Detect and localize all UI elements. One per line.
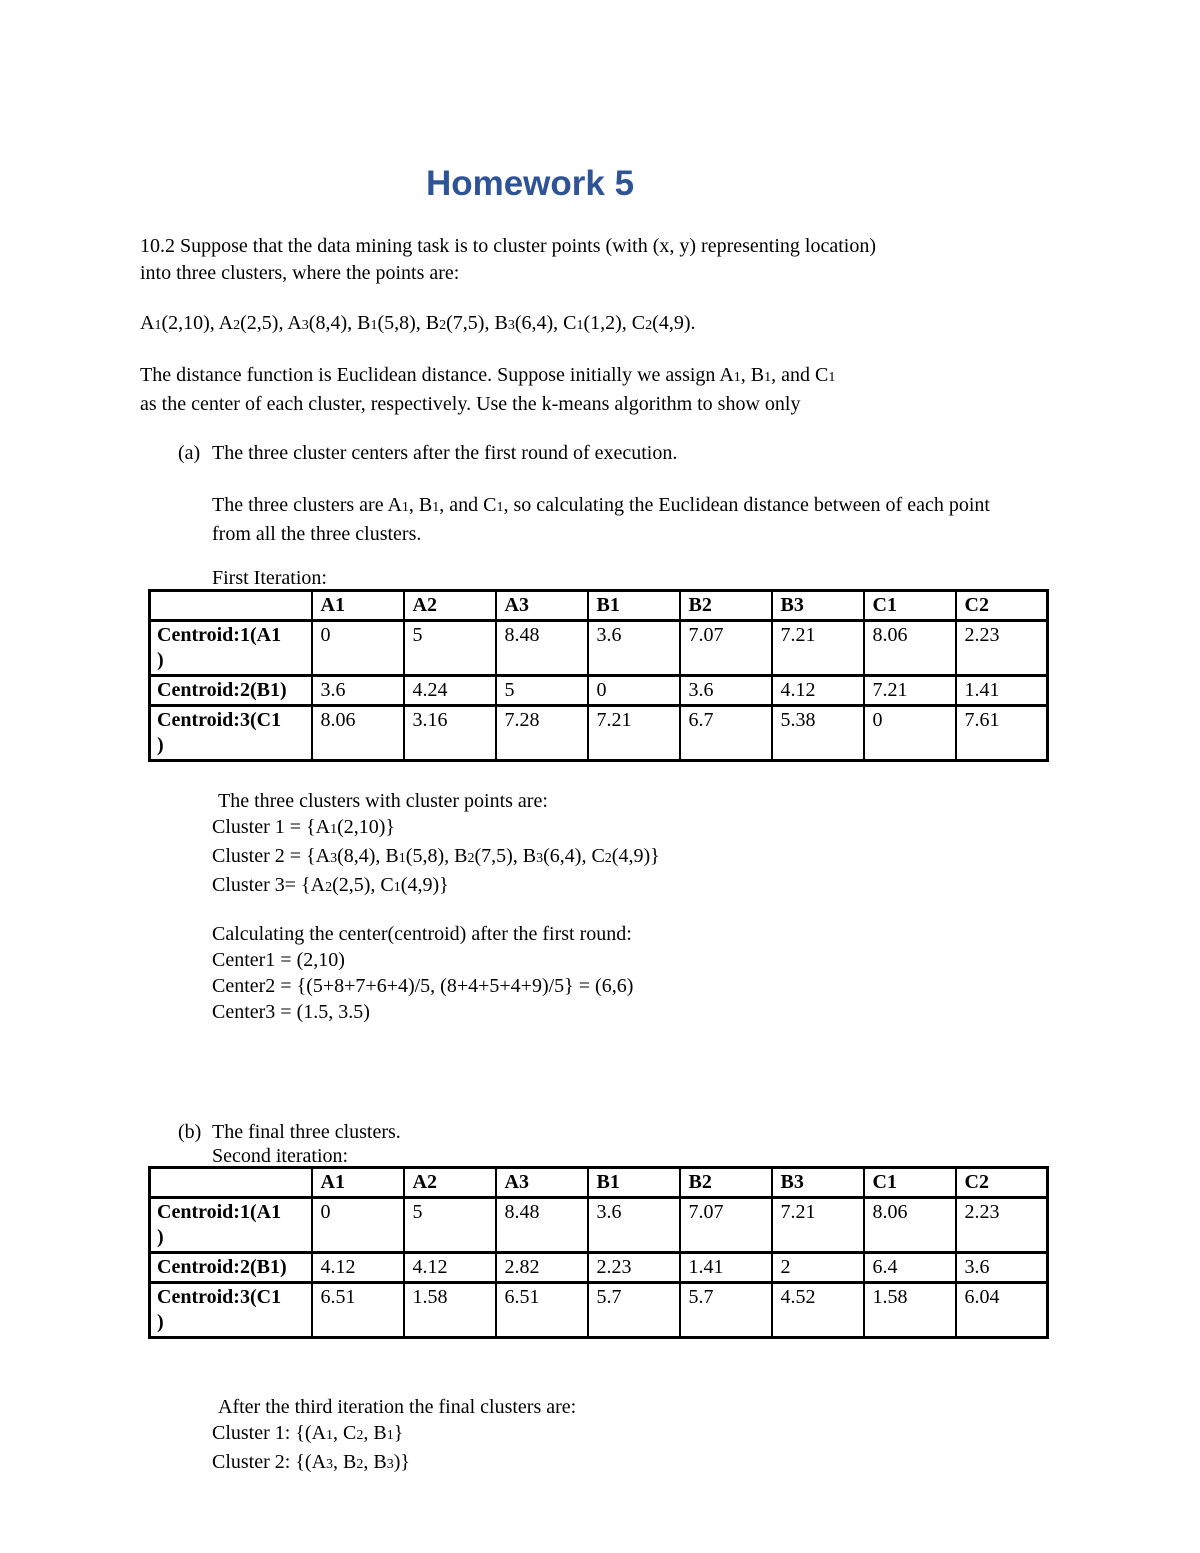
table-header-row: [150, 1168, 1048, 1198]
cell: 7.07: [680, 621, 772, 676]
cell: 2.23: [956, 621, 1048, 676]
cell: 3.16: [404, 706, 496, 761]
cell: 8.48: [496, 1198, 588, 1253]
part-a-heading: The three cluster centers after the first round of execution.: [212, 442, 678, 464]
cell: 5.38: [772, 706, 864, 761]
distance-line-1: The distance function is Euclidean distance. Suppose initially we assign A1, B1, and C1: [140, 364, 836, 386]
cluster-line: Cluster 1 = {A1(2,10)}: [212, 816, 396, 838]
points-list: A1(2,10), A2(2,5), A3(8,4), B1(5,8), B2(7,5), B3(6,4), C1(1,2), C2(4,9).: [140, 312, 696, 334]
column-header: B1: [588, 591, 680, 621]
row-label: Centroid:3(C1 ): [150, 706, 312, 761]
cell: 5: [404, 621, 496, 676]
column-header: B2: [680, 1168, 772, 1198]
document-title: Homework 5: [425, 164, 635, 203]
cell: 7.61: [956, 706, 1048, 761]
row-label: Centroid:2(B1): [150, 1253, 312, 1283]
column-header: C2: [956, 591, 1048, 621]
part-a-marker: (a): [178, 442, 201, 464]
cell: 7.21: [772, 1198, 864, 1253]
column-header: C2: [956, 1168, 1048, 1198]
cell: 0: [864, 706, 956, 761]
column-header: A2: [404, 1168, 496, 1198]
part-a-desc-line-1: The three clusters are A1, B1, and C1, so calculating the Euclidean distance between of each point: [212, 494, 990, 516]
centroid-heading: Calculating the center(centroid) after the first round:: [212, 923, 632, 945]
final-heading: After the third iteration the final clusters are:: [218, 1396, 577, 1418]
cell: 8.06: [312, 706, 404, 761]
part-b-marker: (b): [178, 1121, 202, 1143]
center-line: Center3 = (1.5, 3.5): [212, 1001, 370, 1023]
column-header: A1: [312, 591, 404, 621]
clusters-heading: The three clusters with cluster points are:: [218, 790, 548, 812]
cell: 6.7: [680, 706, 772, 761]
cell: 8.06: [864, 621, 956, 676]
cell: 7.21: [864, 676, 956, 706]
cell: 6.4: [864, 1253, 956, 1283]
cell: 5: [496, 676, 588, 706]
document-body: [0, 233, 1200, 1478]
table-row: [150, 706, 1048, 761]
table-row: [150, 1253, 1048, 1283]
cell: 4.52: [772, 1283, 864, 1338]
row-label: Centroid:1(A1 ): [150, 621, 312, 676]
corner-cell: [150, 591, 312, 621]
column-header: C1: [864, 1168, 956, 1198]
row-label: Centroid:3(C1 ): [150, 1283, 312, 1338]
part-b-heading: The final three clusters.: [212, 1121, 401, 1143]
cell: 3.6: [588, 621, 680, 676]
cell: 3.6: [312, 676, 404, 706]
column-header: A1: [312, 1168, 404, 1198]
final-cluster-line: Cluster 2: {(A3, B2, B3)}: [212, 1451, 410, 1473]
cluster-line: Cluster 3= {A2(2,5), C1(4,9)}: [212, 874, 449, 896]
second-iteration-table: [148, 1166, 1049, 1339]
cell: 7.07: [680, 1198, 772, 1253]
column-header: B2: [680, 591, 772, 621]
part-a-description: [212, 492, 1180, 548]
second-iteration-caption: Second iteration:: [212, 1145, 349, 1167]
intro-line-2: into three clusters, where the points are:: [140, 262, 460, 284]
cell: 8.06: [864, 1198, 956, 1253]
part-a-item: [178, 440, 1180, 467]
cell: 7.21: [772, 621, 864, 676]
cell: 4.12: [772, 676, 864, 706]
center-line: Center1 = (2,10): [212, 949, 345, 971]
cell: 5: [404, 1198, 496, 1253]
table-row: [150, 1198, 1048, 1253]
cell: 6.04: [956, 1283, 1048, 1338]
cell: 2.82: [496, 1253, 588, 1283]
row-label: Centroid:2(B1): [150, 676, 312, 706]
cell: 2.23: [588, 1253, 680, 1283]
cell: 5.7: [680, 1283, 772, 1338]
intro-paragraph: [140, 233, 1180, 287]
cell: 1.41: [680, 1253, 772, 1283]
cell: 4.12: [404, 1253, 496, 1283]
table-row: [150, 1283, 1048, 1338]
cell: 2.23: [956, 1198, 1048, 1253]
cell: 4.24: [404, 676, 496, 706]
first-iteration-table: [148, 589, 1049, 762]
cell: 3.6: [680, 676, 772, 706]
center-line: Center2 = {(5+8+7+6+4)/5, (8+4+5+4+9)/5} = (6,6): [212, 975, 634, 997]
cell: 8.48: [496, 621, 588, 676]
first-iteration-caption: First Iteration:: [212, 567, 327, 589]
cell: 1.58: [404, 1283, 496, 1338]
cell: 2: [772, 1253, 864, 1283]
corner-cell: [150, 1168, 312, 1198]
cell: 0: [312, 621, 404, 676]
cell: 1.41: [956, 676, 1048, 706]
cluster-line: Cluster 2 = {A3(8,4), B1(5,8), B2(7,5), B3(6,4), C2(4,9)}: [212, 845, 660, 867]
column-header: B1: [588, 1168, 680, 1198]
table-row: [150, 676, 1048, 706]
cell: 3.6: [956, 1253, 1048, 1283]
column-header: B3: [772, 1168, 864, 1198]
column-header: C1: [864, 591, 956, 621]
intro-line-1: 10.2 Suppose that the data mining task is to cluster points (with (x, y) representing location): [140, 235, 876, 257]
cell: 4.12: [312, 1253, 404, 1283]
table-header-row: [150, 591, 1048, 621]
cell: 1.58: [864, 1283, 956, 1338]
column-header: A3: [496, 591, 588, 621]
part-a-desc-line-2: from all the three clusters.: [212, 523, 422, 545]
cell: 6.51: [496, 1283, 588, 1338]
cell: 7.28: [496, 706, 588, 761]
column-header: B3: [772, 591, 864, 621]
cell: 0: [312, 1198, 404, 1253]
row-label: Centroid:1(A1 ): [150, 1198, 312, 1253]
distance-line-2: as the center of each cluster, respectively. Use the k-means algorithm to show only: [140, 393, 801, 415]
cell: 7.21: [588, 706, 680, 761]
cell: 6.51: [312, 1283, 404, 1338]
cell: 5.7: [588, 1283, 680, 1338]
cell: 3.6: [588, 1198, 680, 1253]
column-header: A3: [496, 1168, 588, 1198]
table-row: [150, 621, 1048, 676]
part-b-item: [178, 1119, 1180, 1146]
cell: 0: [588, 676, 680, 706]
column-header: A2: [404, 591, 496, 621]
final-cluster-line: Cluster 1: {(A1, C2, B1}: [212, 1422, 404, 1444]
distance-paragraph: [140, 362, 1180, 418]
